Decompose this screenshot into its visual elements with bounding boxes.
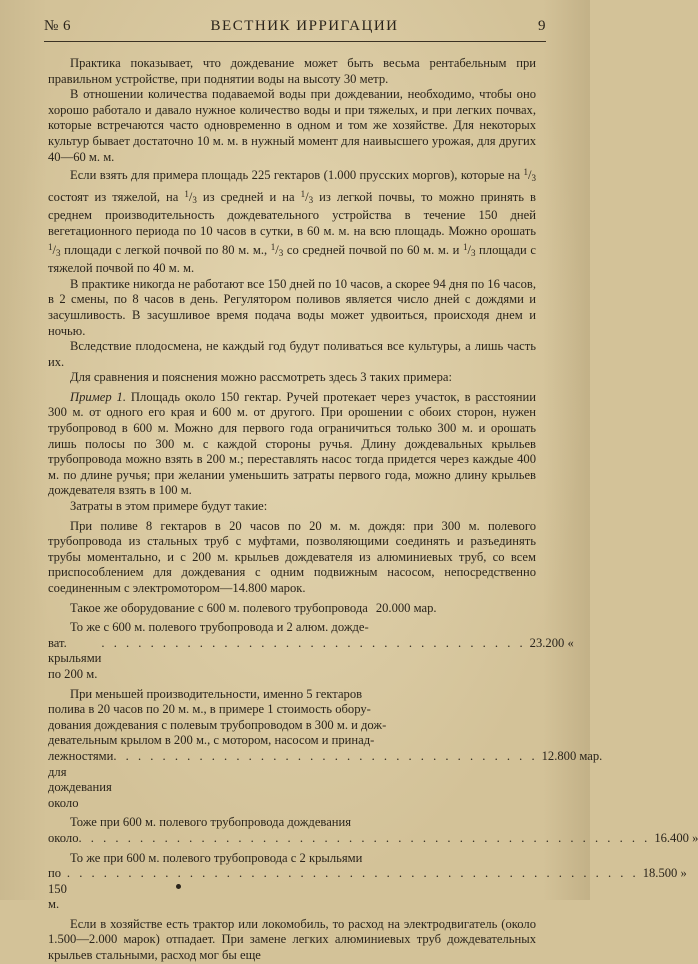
paragraph: Для сравнения и пояснения можно рассмотреть здесь 3 таких примера: xyxy=(70,370,453,385)
paragraph: Вследствие плодосмена, не каждый год будут поливаться все культуры, а лишь часть их. xyxy=(48,339,536,369)
cost-4: При меньшей производительности, именно 5 гектаров полива в 20 часов по 20 м. м., в примере 1 стоимость обору- дования дождевания с полевым трубопроводом в 300 м. и дож- девательным крылом в 200 м., с мотором, насосом и принад- лежностями для дождевания около . . . . . . . . . . . . . . . . . . . . . . . . . . . . . . . . . . . 12.800 мар. xyxy=(48,686,603,810)
cost-2: Такое же оборудование с 600 м. полевого трубопровода 20.000 мар. xyxy=(70,600,437,615)
paragraph: В отношении количества подаваемой воды при дождевании, необходимо, чтобы оно хорошо работало и давало нужное количество воды и при тяжелых, и при легких почвах, которые встречаются часто одновременно в одном и том же хозяйстве. Для некоторых культур бывает достаточно 10 м. м. в нужный момент для наивысшего урожая, для других 40—60 м. м. xyxy=(48,87,536,164)
issue-number: № 6 xyxy=(44,18,72,34)
cost-5: Тоже при 600 м. полевого трубопровода дождевания около . . . . . . . . . . . . . . . . . . . . . . . . . . . . . . . . . . . . . . . . . . . . . . . 16.400 » xyxy=(48,815,698,845)
cost-1: При поливе 8 гектаров в 20 часов по 20 м. м. дождя: при 300 м. полевого трубопровода из стальных труб с муфтами, позволяющими соединять и разъединять трубы моментально, и с 200 м. крыльев дождевателя из алюминиевых труб, со всем приспособлением для дождевания с одним подвижным насосом, непосредственно соединенным с электромотором—14.800 марок. xyxy=(48,518,536,595)
page-dot xyxy=(176,884,181,889)
cost-6: То же при 600 м. полевого трубопровода с 2 крыльями по 150 м. . . . . . . . . . . . . . . . . . . . . . . . . . . . . . . . . . . . . . . . . . . . . . . . 18.500 » xyxy=(48,850,687,912)
cost-3: То же с 600 м. полевого трубопровода и 2 алюм. дожде- ват. крыльями по 200 м. . . . . . . . . . . . . . . . . . . . . . . . . . . . . . . . . . . . 23.200 « xyxy=(48,620,574,681)
paragraph: В практике никогда не работают все 150 дней по 10 часов, а скорее 94 дня по 16 часов, в 2 смены, по 8 часов в день. Регулятором поливов является число дней с дождями и засушливость. В засушливое время подача воды может удвоиться, происходя днем и ночью. xyxy=(48,276,536,338)
header-rule xyxy=(44,41,546,42)
closing-paragraph: Если в хозяйстве есть трактор или локомобиль, то расход на электродвигатель (около 1.500—2.000 марок) отпадает. При замене легких алюминиевых труб дождевательных крыльев стальными, расход мог бы еще xyxy=(48,916,536,963)
article-body xyxy=(48,56,698,964)
page-number: 9 xyxy=(537,18,546,34)
journal-title: ВЕСТНИК ИРРИГАЦИИ xyxy=(210,18,399,34)
paragraph: Практика показывает, что дождевание может быть весьма рентабельным при правильном устройстве, при поднятии воды на высоту 30 метр. xyxy=(48,56,536,86)
example-1-paragraph: Пример 1. Площадь около 150 гектар. Ручей протекает через участок, в расстоянии 300 м. от одного его края и 600 м. от другого. При орошении с обоих сторон, нужен трубопровод в 600 м. Можно для первого года ограничиться только 300 м. и орошать лишь полосы по 300 м. с каждой стороны ручья. Длину дождевальных крыльев трубопровода можно взять в 200 м.; переставлять насос тогда придется через каждые 400 м. по длине ручья; при желании уменьшить затраты первого года, можно длину крыльев дождевателя взять в 100 м. xyxy=(48,389,536,498)
costs-intro: Затраты в этом примере будут такие: xyxy=(70,499,268,514)
running-header xyxy=(44,18,546,40)
paragraph-fractions: Если взять для примера площадь 225 гектаров (1.000 прусских моргов), которые на $^1/_3$ состоят из тяжелой, на $^1/_3$ из средней и на $^1/_3$ из легкой почвы, то можно принять в среднем производительность дождевательного устройства в течение 150 дней вегетационного периода по 10 часов в сутки, в 60 м. м. на всю площадь. Можно орошать $^1/_3$ площади с легкой почвой по 80 м. м., $^1/_3$ со средней почвой по 60 м. м. и $^1/_3$ площади с тяжелой почвой по 40 м. м. xyxy=(48,167,536,276)
example-label: Пример 1. xyxy=(70,389,126,404)
